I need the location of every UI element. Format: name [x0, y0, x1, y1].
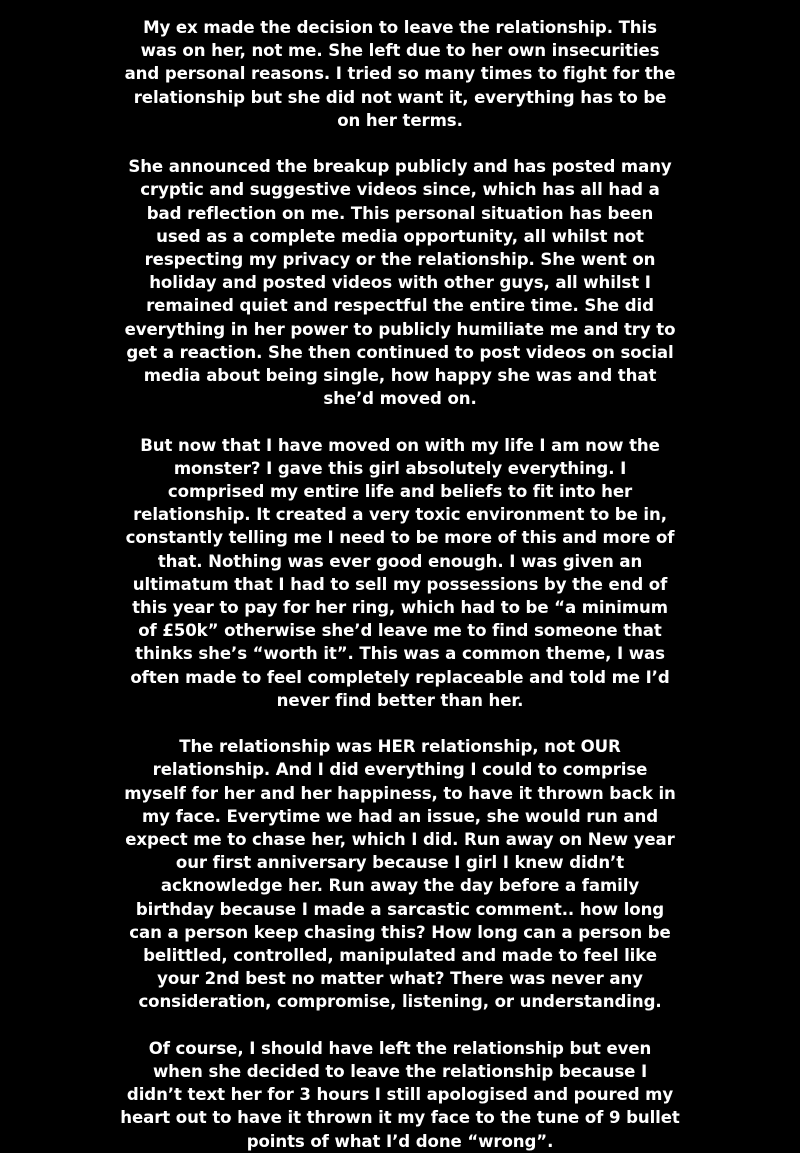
paragraph-2 [20, 155, 780, 410]
text-line: relationship. And I did everything I could to comprise [152, 760, 648, 780]
text-line: get a reaction. She then continued to post videos on social [126, 342, 674, 362]
text-line: points of what I’d done “wrong”. [246, 1131, 554, 1151]
text-line: consideration, compromise, listening, or understanding. [138, 992, 662, 1012]
text-line: your 2nd best no matter what? There was never any [157, 969, 643, 989]
text-line: she’d moved on. [323, 389, 477, 409]
text-line: that. Nothing was ever good enough. I was given an [157, 551, 643, 571]
paragraph-3 [20, 434, 780, 712]
text-line: monster? I gave this girl absolutely everything. I [173, 458, 627, 478]
text-line: media about being single, how happy she was and that [143, 366, 657, 386]
text-line: acknowledge her. Run away the day before a family [160, 876, 640, 896]
text-line: comprised my entire life and beliefs to fit into her [167, 482, 633, 502]
text-line: and personal reasons. I tried so many times to fight for the [124, 64, 676, 84]
text-line: of £50k” otherwise she’d leave me to find someone that [138, 621, 662, 641]
text-line: often made to feel completely replaceable and told me I’d [130, 667, 670, 687]
text-line: holiday and posted videos with other guys, all whilst I [149, 273, 651, 293]
paragraph-4 [20, 735, 780, 1013]
text-line: this year to pay for her ring, which had to be “a minimum [132, 598, 668, 618]
text-line: thinks she’s “worth it”. This was a common theme, I was [135, 644, 665, 664]
text-line: everything in her power to publicly humiliate me and try to [124, 319, 676, 339]
text-line: used as a complete media opportunity, all whilst not [156, 226, 644, 246]
text-line: expect me to chase her, which I did. Run away on New year [125, 830, 675, 850]
text-line: birthday because I made a sarcastic comment.. how long [135, 899, 665, 919]
text-line: didn’t text her for 3 hours I still apologised and poured my [126, 1085, 674, 1105]
text-line: She announced the breakup publicly and has posted many [128, 157, 672, 177]
text-line: never find better than her. [276, 690, 524, 710]
text-line: heart out to have it thrown it my face to the tune of 9 bullet [120, 1108, 680, 1128]
text-line: cryptic and suggestive videos since, which has all had a [140, 180, 660, 200]
paragraph-1 [20, 16, 780, 132]
text-line: respecting my privacy or the relationship. She went on [144, 250, 656, 270]
text-line: relationship. It created a very toxic environment to be in, [133, 505, 667, 525]
text-line: my face. Everytime we had an issue, she would run and [141, 806, 658, 826]
text-line: But now that I have moved on with my life I am now the [140, 435, 660, 455]
text-line: My ex made the decision to leave the relationship. This [143, 18, 657, 37]
text-line: constantly telling me I need to be more of this and more of [125, 528, 675, 548]
paragraph-5 [20, 1037, 780, 1153]
text-line: belittled, controlled, manipulated and made to feel like [143, 946, 657, 966]
text-line: remained quiet and respectful the entire time. She did [146, 296, 654, 316]
text-line: relationship but she did not want it, everything has to be [133, 87, 667, 107]
text-line: bad reflection on me. This personal situation has been [146, 203, 654, 223]
text-line: our first anniversary because I girl I knew didn’t [175, 853, 625, 873]
text-line: Of course, I should have left the relationship but even [148, 1038, 652, 1058]
text-line: myself for her and her happiness, to have it thrown back in [124, 783, 676, 803]
text-line: The relationship was HER relationship, not OUR [179, 737, 621, 757]
text-line: can a person keep chasing this? How long can a person be [129, 922, 671, 942]
text-line: when she decided to leave the relationship because I [152, 1062, 648, 1082]
text-line: ultimatum that I had to sell my possessions by the end of [132, 574, 668, 594]
text-line: on her terms. [337, 110, 463, 130]
text-line: was on her, not me. She left due to her own insecurities [140, 41, 660, 61]
